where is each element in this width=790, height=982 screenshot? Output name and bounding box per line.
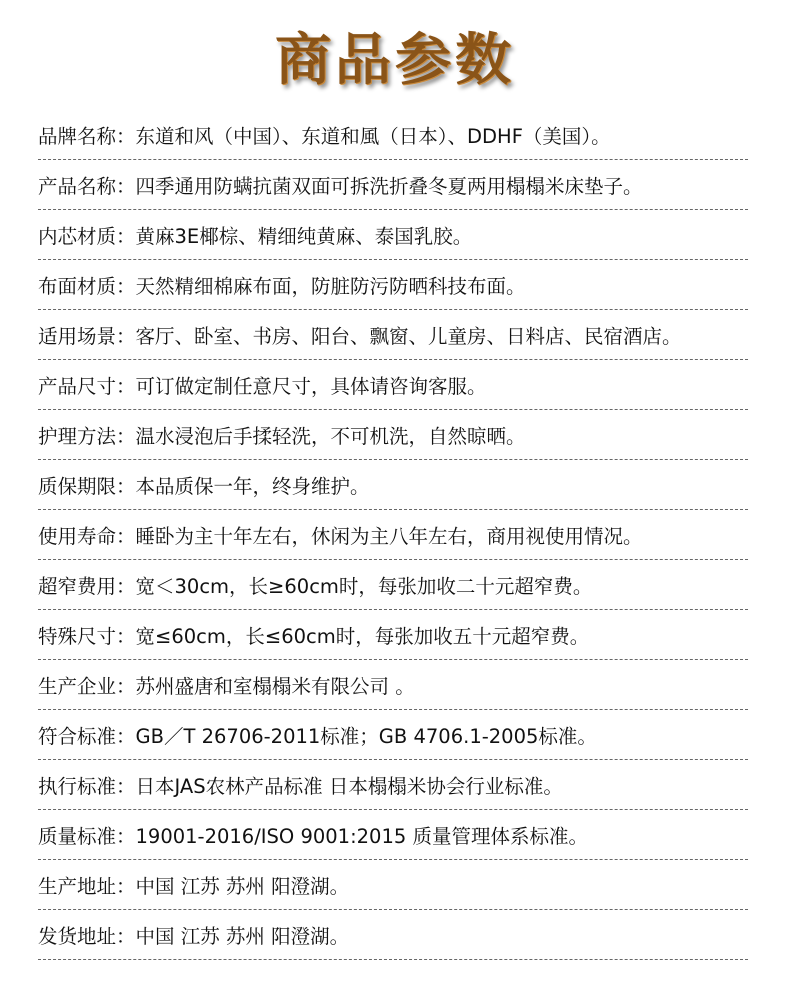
spec-value: 宽≤60cm，长≤60cm时，每张加收五十元超窄费。 — [135, 624, 590, 648]
spec-value: 睡卧为主十年左右，休闲为主八年左右，商用视使用情况。 — [135, 524, 643, 548]
spec-row-manufacturer — [38, 660, 748, 710]
spec-row-narrow-fee — [38, 560, 748, 610]
spec-row-execution-standard — [38, 760, 748, 810]
spec-value: 日本JAS农林产品标准 日本榻榻米协会行业标准。 — [135, 774, 563, 798]
page-title: 商品参数 — [275, 27, 515, 93]
spec-label: 超窄费用： — [38, 574, 136, 598]
spec-label: 产品名称： — [38, 174, 136, 198]
spec-row-product-name — [38, 160, 748, 210]
spec-row-shipping-address — [38, 910, 748, 960]
spec-value: 天然精细棉麻布面，防脏防污防晒科技布面。 — [135, 274, 526, 298]
spec-row-service-life — [38, 510, 748, 560]
spec-label: 内芯材质： — [38, 224, 136, 248]
spec-value: 19001-2016/ISO 9001:2015 质量管理体系标准。 — [135, 824, 588, 848]
spec-value: 中国 江苏 苏州 阳澄湖。 — [135, 924, 350, 948]
spec-value: 东道和风（中国）、东道和風（日本）、DDHF（美国）。 — [135, 124, 611, 148]
spec-row-brand-name — [38, 110, 748, 160]
spec-value: 温水浸泡后手揉轻洗，不可机洗，自然晾晒。 — [135, 424, 526, 448]
spec-label: 质量标准： — [38, 824, 136, 848]
spec-value: 可订做定制任意尺寸，具体请咨询客服。 — [135, 374, 487, 398]
spec-value: 客厅、卧室、书房、阳台、飘窗、儿童房、日料店、民宿酒店。 — [135, 324, 682, 348]
spec-label: 生产地址： — [38, 874, 136, 898]
spec-row-use-scenes — [38, 310, 748, 360]
spec-value: 黄麻3E椰棕、精细纯黄麻、泰国乳胶。 — [135, 224, 473, 248]
spec-value: 苏州盛唐和室榻榻米有限公司 。 — [135, 674, 415, 698]
spec-label: 护理方法： — [38, 424, 136, 448]
spec-row-quality-standard — [38, 810, 748, 860]
spec-label: 适用场景： — [38, 324, 136, 348]
spec-label: 使用寿命： — [38, 524, 136, 548]
spec-value: 宽＜30cm，长≥60cm时，每张加收二十元超窄费。 — [135, 574, 593, 598]
spec-label: 产品尺寸： — [38, 374, 136, 398]
spec-row-compliance-standard — [38, 710, 748, 760]
spec-row-fabric-material — [38, 260, 748, 310]
spec-label: 发货地址： — [38, 924, 136, 948]
spec-row-production-address — [38, 860, 748, 910]
spec-row-product-size — [38, 360, 748, 410]
spec-row-care-method — [38, 410, 748, 460]
spec-label: 生产企业： — [38, 674, 136, 698]
spec-row-special-size — [38, 610, 748, 660]
spec-label: 质保期限： — [38, 474, 136, 498]
spec-label: 符合标准： — [38, 724, 136, 748]
spec-label: 布面材质： — [38, 274, 136, 298]
spec-label: 品牌名称： — [38, 124, 136, 148]
spec-value: 本品质保一年，终身维护。 — [135, 474, 370, 498]
spec-value: 四季通用防螨抗菌双面可拆洗折叠冬夏两用榻榻米床垫子。 — [135, 174, 643, 198]
spec-value: GB／T 26706-2011标准；GB 4706.1-2005标准。 — [135, 724, 597, 748]
spec-label: 特殊尺寸： — [38, 624, 136, 648]
spec-label: 执行标准： — [38, 774, 136, 798]
spec-row-core-material — [38, 210, 748, 260]
spec-row-warranty — [38, 460, 748, 510]
spec-value: 中国 江苏 苏州 阳澄湖。 — [135, 874, 350, 898]
spec-list — [38, 110, 748, 960]
